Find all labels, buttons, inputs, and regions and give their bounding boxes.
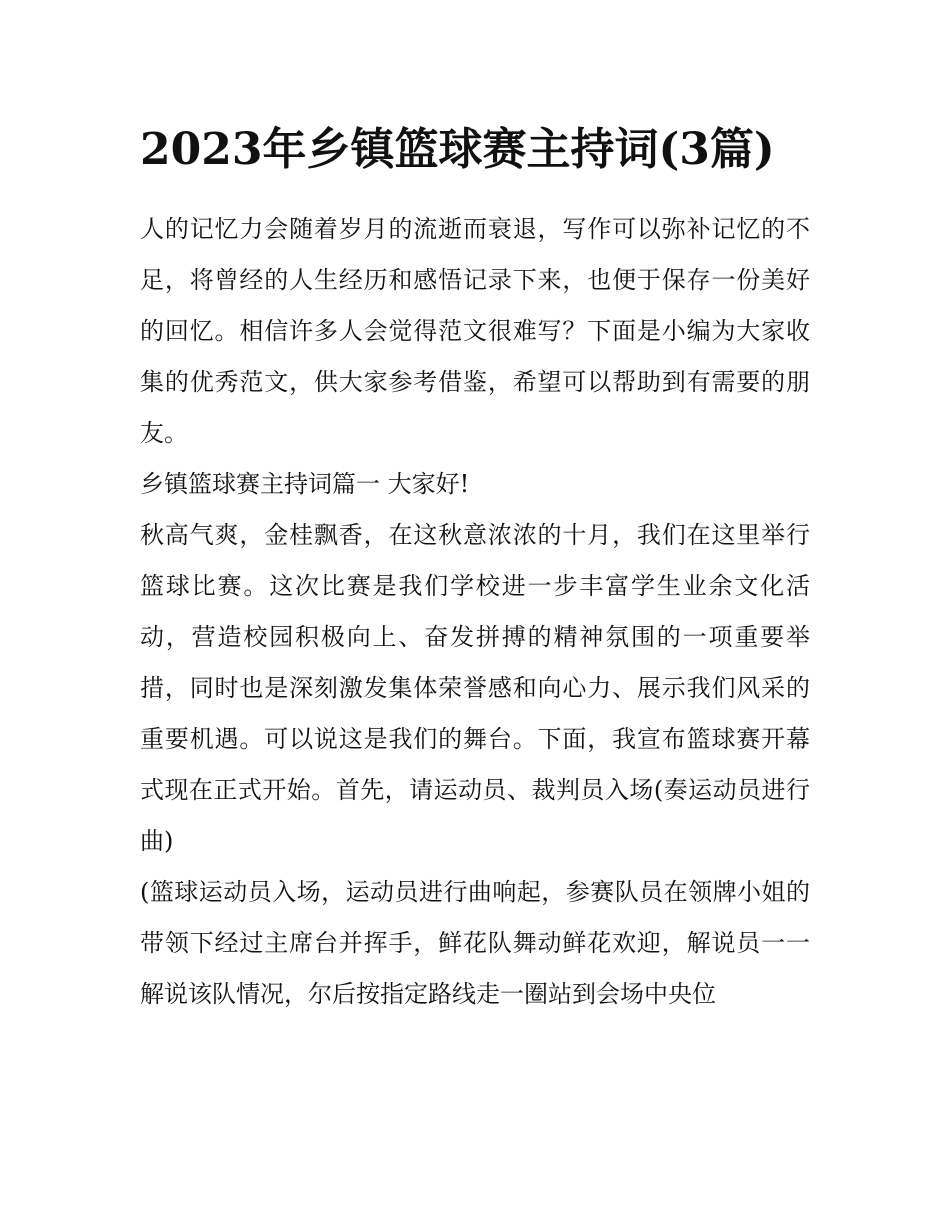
document-body [140,204,810,1020]
opening-paragraph: 秋高气爽，金桂飘香，在这秋意浓浓的十月，我们在这里举行篮球比赛。这次比赛是我们学校进一步丰富学生业余文化活动，营造校园积极向上、奋发拼搏的精神氛围的一项重要举措，同时也是深刻激发集体荣誉感和向心力、展示我们风采的重要机遇。可以说这是我们的舞台。下面，我宣布篮球赛开幕式现在正式开始。首先，请运动员、裁判员入场(奏运动员进行曲) [140,521,810,855]
section-heading-paragraph: 乡镇篮球赛主持词篇一 大家好! [140,470,470,498]
athletes-entry-paragraph: (篮球运动员入场，运动员进行曲响起，参赛队员在领牌小姐的带领下经过主席台并挥手，鲜花队舞动鲜花欢迎，解说员一一解说该队情况，尔后按指定路线走一圈站到会场中央位 [140,878,810,1008]
intro-paragraph: 人的记忆力会随着岁月的流逝而衰退，写作可以弥补记忆的不足，将曾经的人生经历和感悟记录下来，也便于保存一份美好的回忆。相信许多人会觉得范文很难写？下面是小编为大家收集的优秀范文，供大家参考借鉴，希望可以帮助到有需要的朋友。 [140,215,810,447]
document-title: 2023年乡镇篮球赛主持词(3篇) [140,124,775,175]
